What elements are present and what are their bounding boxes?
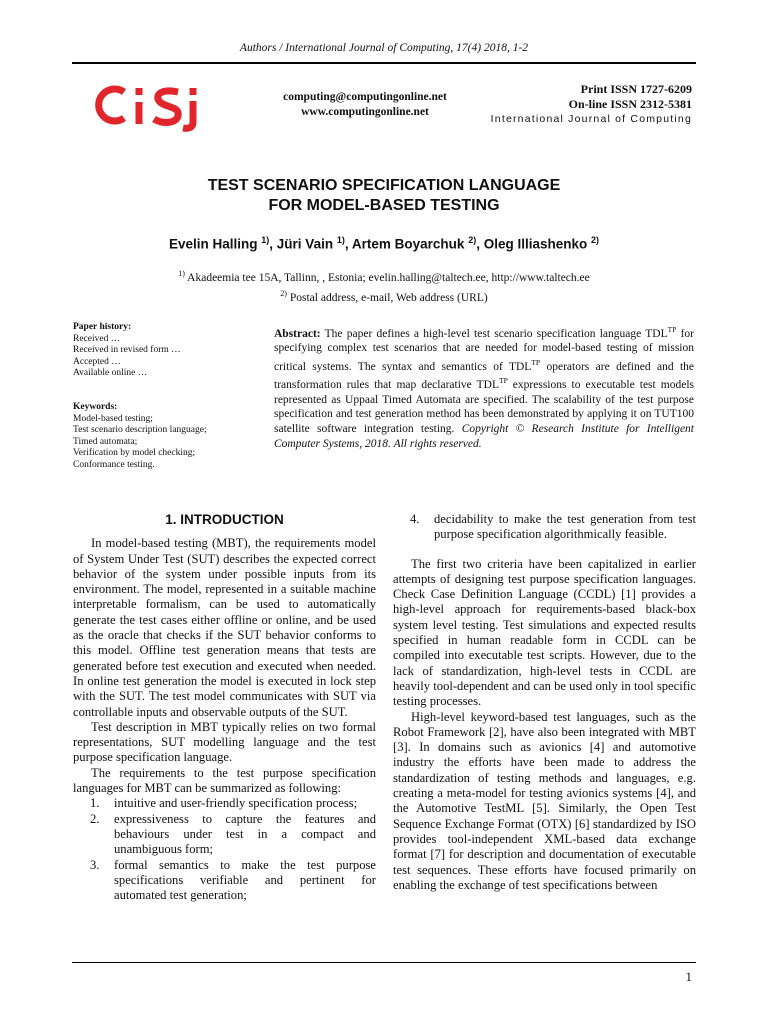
online-issn: On-line ISSN 2312-5381 [568,97,692,111]
journal-website: www.computingonline.net [301,106,429,118]
author-affil-mark: 1) [261,235,270,245]
body-paragraph: In model-based testing (MBT), the requirements model of System Under Test (SUT) describes the expected correct behavior of the system under possible inputs from its environment. The model, represented in a suitable machine interpretable formalism, can be used to automatically generate the test cases either offline or online, and be used as the oracle that checks if the SUT behavior conforms to this model. Offline test generation means that tests are generated before test execution and executed when needed. In online test generation the model is executed in lock step with the SUT. The test model communicates with SUT via controllable inputs and observable outputs of the SUT. [73,536,376,719]
history-item: Accepted … [73,356,121,367]
keyword-item: Model-based testing; [73,413,153,424]
body-paragraph: Test description in MBT typically relies on two formal representations, SUT modelling language and the test purpose specification language. [73,719,376,765]
affiliation-2 [0,286,768,306]
keywords-label: Keywords: [73,402,118,412]
left-column [73,512,376,903]
author-name: Oleg Illiashenko [483,236,588,252]
author-separator: , [344,236,352,252]
list-text: decidability to make the test generation from test purpose specification algorithmically feasible. [434,512,696,542]
abstract [274,323,694,451]
list-number: 3. [90,857,100,872]
keyword-item: Test scenario description language; [73,425,207,435]
affil-text: Postal address, e-mail, Web address (URL) [289,291,488,304]
author-affil-mark: 1) [336,235,345,245]
list-text: formal semantics to make the test purpose specifications verifiable and pertinent for automated test generation; [114,857,376,903]
title-line-2: FOR MODEL-BASED TESTING [268,197,500,214]
list-number: 4. [410,512,420,526]
list-item [73,812,376,858]
paper-history [73,322,263,380]
copyright-notice: Copyright © Research Institute for Intelligent Computer Systems, 2018. All rights reserved. [274,423,694,450]
affil-text: Akadeemia tee 15A, Tallinn, , Estonia; evelin.halling@taltech.ee, http://www.taltech.ee [187,271,590,284]
paper-history-label: Paper history: [73,322,132,332]
list-number: 2. [90,811,100,826]
affil-mark: 1) [178,269,185,278]
author-name: Artem Boyarchuk [351,236,465,252]
list-text: intuitive and user-friendly specification process; [114,796,358,811]
history-item: Received … [73,333,121,344]
section-heading: 1. INTRODUCTION [165,512,284,527]
keyword-item: Conformance testing. [73,459,155,470]
superscript: TP [531,358,541,368]
abstract-text: for specifying complex test scenarios that are needed for model-based testing of mission critical systems. The syntax and semantics of TDL [274,327,694,373]
body-paragraph: The requirements to the test purpose specification languages for MBT can be summarized as following: [73,765,376,796]
right-column [393,512,696,893]
superscript: TP [498,376,508,386]
footer-rule [72,962,696,963]
title-line-1: TEST SCENARIO SPECIFICATION LANGUAGE [207,177,561,194]
header-rule [72,62,696,64]
list-item [73,858,376,904]
journal-logo [90,78,210,132]
author-affil-mark: 2) [591,235,600,245]
page-number: 1 [685,969,692,984]
issn-block [569,82,692,112]
affiliation-1 [0,266,768,286]
print-issn: Print ISSN 1727-6209 [580,82,692,96]
body-paragraph: High-level keyword-based test languages, such as the Robot Framework [2], have also been integrated with MBT [3]. In domains such as avionics [4] and automotive industry the efforts have been made to address the standardization of testing methods and languages, e.g. creating a meta-model for testing avionics systems [4], and the Automotive TestML [5]. Similarly, the Open Test Sequence Exchange Format (OTX) [6] standardized by ISO provides tool-independent XML-based data exchange format [7] for description and documentation of executable test sequences. These efforts have focused primarily on enabling the exchange of test specifications between [393,709,696,892]
author-list [0,235,768,252]
list-item [393,512,696,543]
author-name: Jüri Vain [276,236,334,252]
abstract-text: operators are defined and the transformation rules that map declarative TDL [274,360,695,392]
abstract-text: The paper defines a high-level test scenario specification language TDL [324,327,668,340]
author-name: Evelin Halling [168,236,258,252]
keyword-item: Timed automata; [73,436,138,447]
keyword-item: Verification by model checking; [73,448,196,458]
author-affil-mark: 2) [468,235,477,245]
paper-title [0,176,768,216]
abstract-text: expressions to executable test models represented as Uppaal Timed Automata are specified. The scalability of the test purpose specification and test generation method has been demonstrated by applying it on TUT100 satellite software integration testing. [274,379,694,436]
journal-contact [258,90,472,120]
affil-mark: 2) [280,288,287,298]
body-paragraph: The first two criteria have been capitalized in earlier attempts of designing test purpose specification languages. Check Case Definition Language (CCDL) [1] provides a high-level approach for requirements-based black-box system level testing. Test simulations and expected results specified in human readable form in CCDL can be compiled into executable test scripts. However, due to the lack of standardization, high-level tests in CCDL are heavily tool-dependent and can be used only in tool specific testing processes. [393,556,696,709]
keywords [73,402,273,471]
superscript: TP [667,325,677,334]
list-number: 1. [90,796,100,811]
journal-email: computing@computingonline.net [283,91,447,103]
author-separator: , [476,236,484,252]
list-text: expressiveness to capture the features and behaviours under test in a compact and unambiguous form; [114,811,376,857]
history-item: Received in revised form … [73,345,181,355]
affiliations [0,266,768,306]
list-item [73,796,376,811]
requirements-list-continued [393,512,696,543]
requirements-list [73,796,376,903]
author-separator: , [269,236,277,252]
running-head: Authors / International Journal of Computing, 17(4) 2018, 1-2 [239,42,529,54]
journal-name: International Journal of Computing [490,113,692,125]
abstract-label: Abstract: [274,327,321,340]
history-item: Available online … [73,368,148,378]
